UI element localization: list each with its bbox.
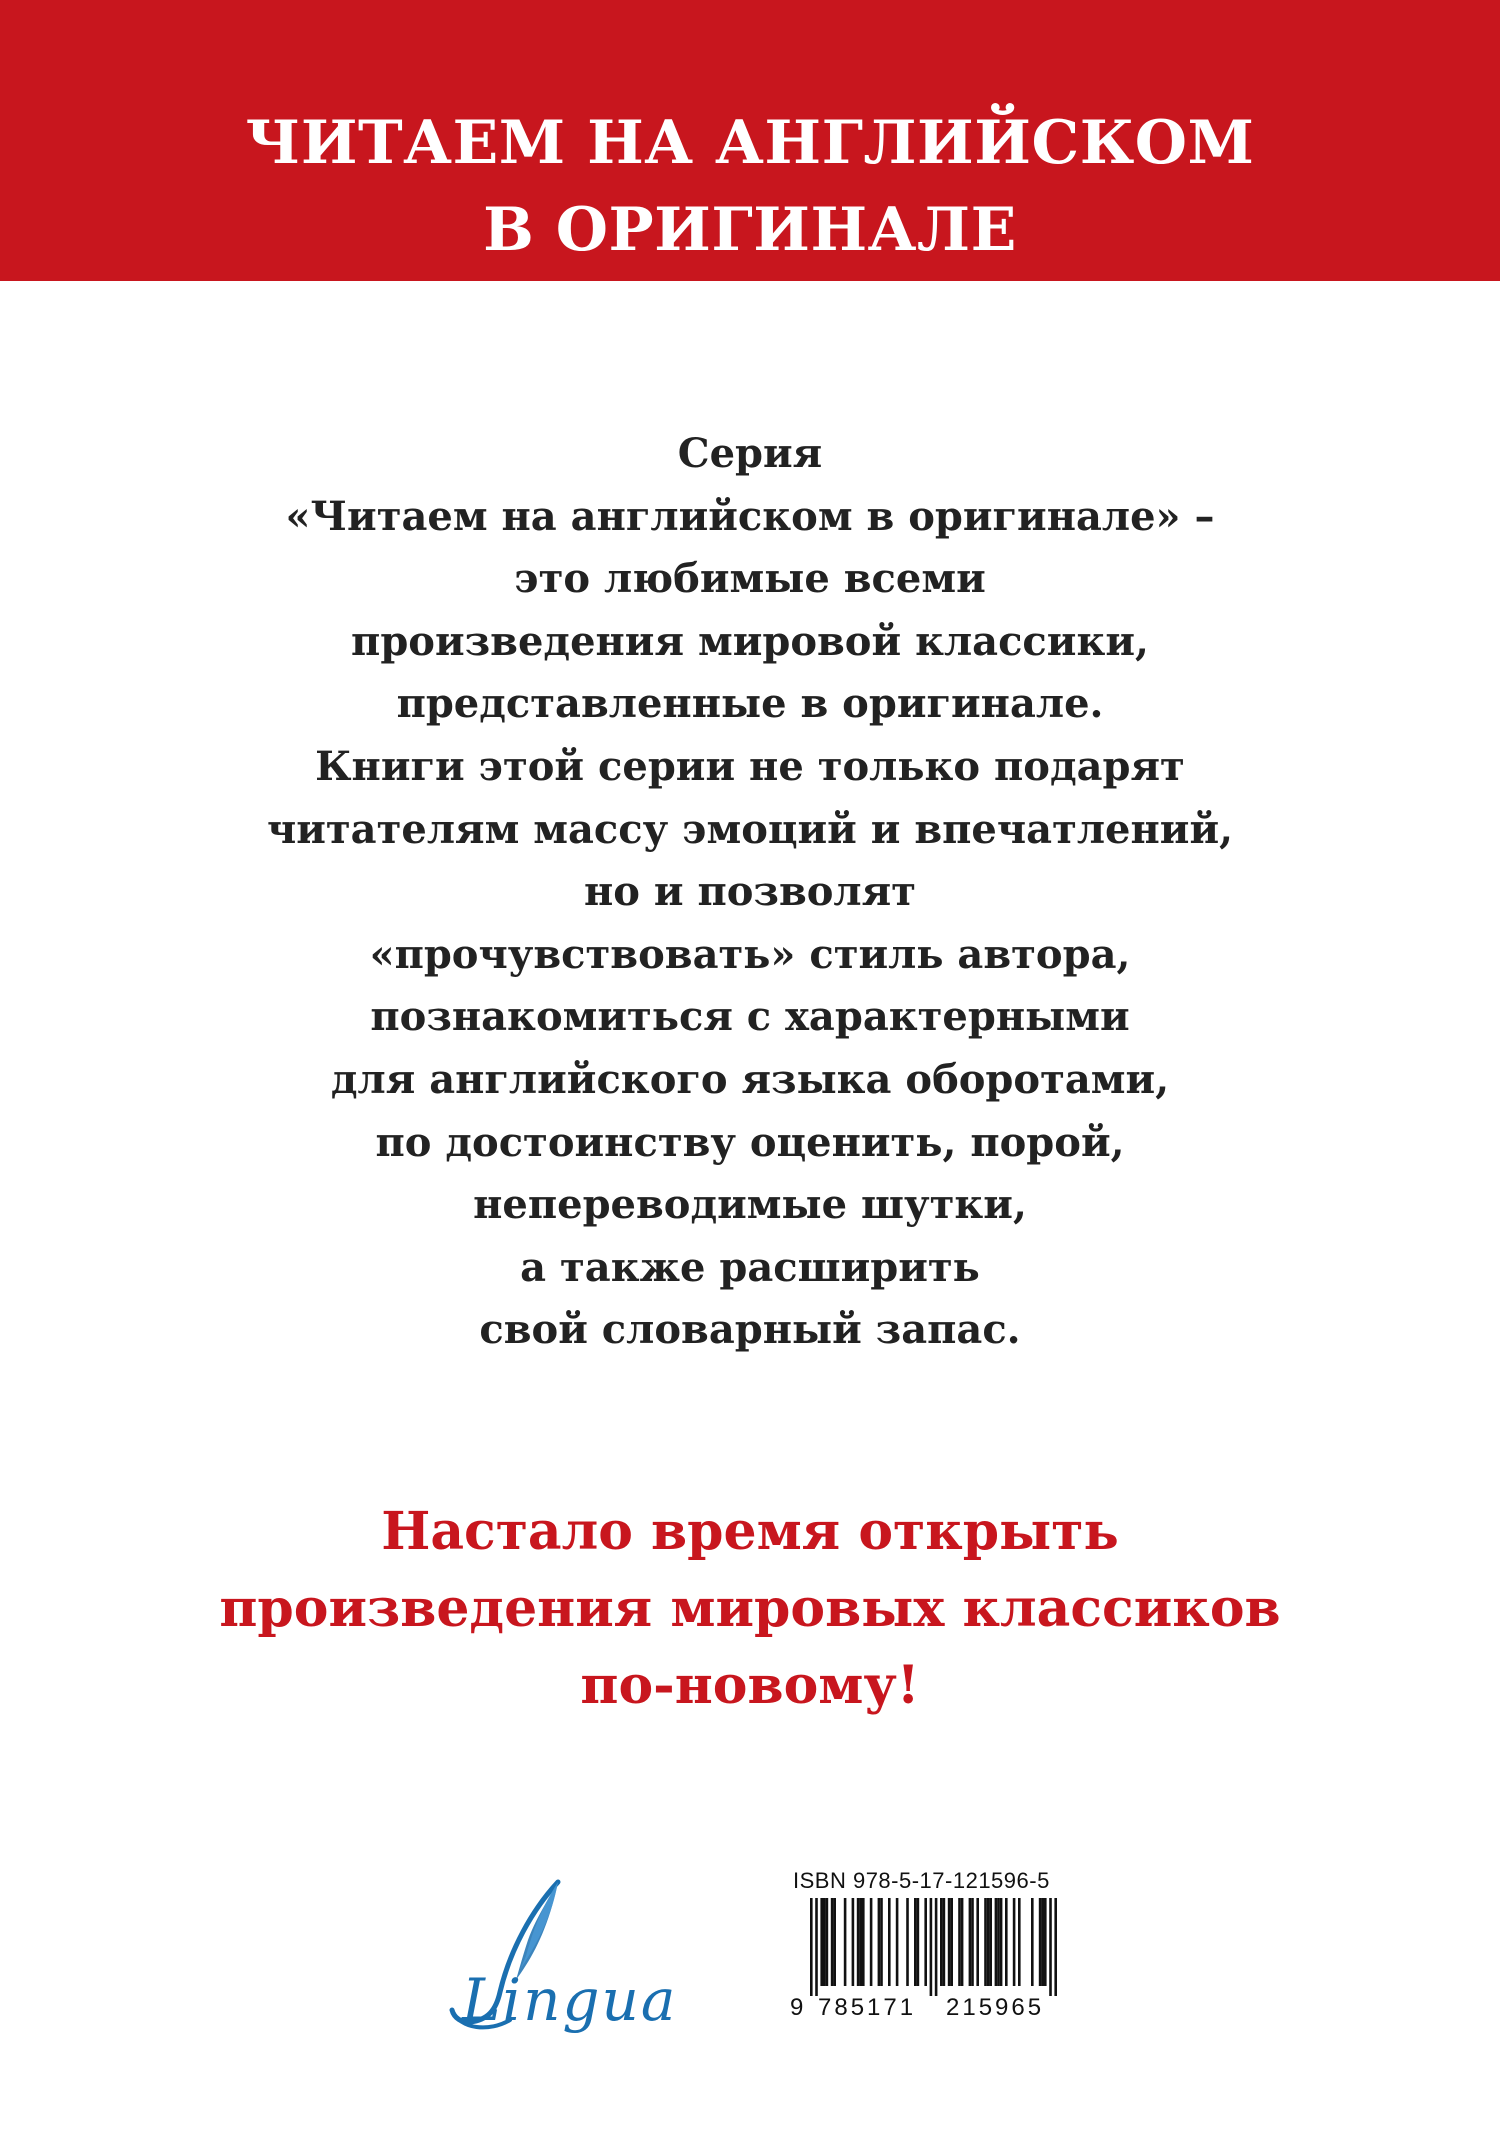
barcode-bar — [950, 1898, 953, 1986]
barcode-bar — [831, 1898, 834, 1986]
barcode-bar — [1018, 1898, 1021, 1986]
barcode-bar — [820, 1898, 823, 1986]
barcode-digits-left: 785171 — [818, 1994, 917, 2021]
slogan — [0, 1493, 1500, 1724]
barcode-bar — [971, 1898, 974, 1986]
barcode-bar — [1031, 1898, 1034, 1986]
barcode-bar — [948, 1898, 951, 1986]
barcode-bar — [940, 1898, 943, 1986]
barcode-bar — [906, 1898, 909, 1986]
isbn-label: ISBN 978-5-17-121596-5 — [793, 1868, 1050, 1893]
description-line: «Читаем на английском в оригинале» – — [285, 492, 1215, 540]
series-title — [0, 100, 1500, 274]
barcode-bar — [859, 1898, 862, 1986]
barcode-digit-first: 9 — [790, 1994, 804, 2021]
barcode-bar — [857, 1898, 860, 1986]
barcode-bar — [961, 1898, 964, 1986]
barcode-bar — [1000, 1898, 1003, 1986]
barcode-bar — [880, 1898, 883, 1986]
description-line: читателям массу эмоций и впечатлений, — [266, 805, 1234, 853]
barcode-bar — [976, 1898, 979, 1986]
barcode-guard-bar — [810, 1898, 813, 1996]
barcode-bar — [1039, 1898, 1042, 1986]
barcode-bar — [917, 1898, 920, 1986]
lingua-logo — [440, 1870, 720, 2050]
logo-wordmark: Lingua — [462, 1966, 678, 2034]
barcode-bar — [1044, 1898, 1047, 1986]
description-line: произведения мировой классики, — [351, 617, 1149, 665]
barcode-bar — [833, 1898, 836, 1986]
barcode-bar — [924, 1898, 927, 1986]
description-line: но и позволят — [584, 868, 916, 916]
barcode-guard-bar — [1049, 1898, 1052, 1996]
barcode-bar — [1041, 1898, 1044, 1986]
barcode-guard-bar — [1054, 1898, 1057, 1996]
description-line: Книги этой серии не только подарят — [315, 742, 1185, 790]
slogan-line: по-новому! — [580, 1655, 920, 1716]
barcode-digits-right: 215965 — [946, 1994, 1045, 2021]
barcode-guard-bar — [930, 1898, 933, 1996]
barcode-bar — [984, 1898, 987, 1986]
barcode-bar — [1013, 1898, 1016, 1986]
description-line: непереводимые шутки, — [473, 1181, 1027, 1229]
isbn-barcode — [788, 1868, 1078, 2028]
barcode-bar — [844, 1898, 847, 1986]
slogan-line: произведения мировых классиков — [219, 1578, 1281, 1639]
series-title-line-2: В ОРИГИНАЛЕ — [483, 195, 1017, 265]
barcode-bar — [914, 1898, 917, 1986]
series-title-line-1: ЧИТАЕМ НА АНГЛИЙСКОМ — [245, 108, 1255, 178]
description-line: Серия — [677, 430, 823, 477]
header-banner — [0, 0, 1500, 281]
slogan-line: Настало время открыть — [381, 1501, 1119, 1562]
barcode-bar — [896, 1898, 899, 1986]
description-line: познакомиться с характерными — [370, 993, 1130, 1041]
barcode-bar — [958, 1898, 961, 1986]
description-line: свой словарный запас. — [479, 1306, 1021, 1354]
barcode-bar — [888, 1898, 891, 1986]
barcode-bar — [987, 1898, 990, 1986]
description-line: для английского языка оборотами, — [330, 1055, 1170, 1103]
description-line: «прочувствовать» стиль автора, — [369, 930, 1131, 978]
barcode-guard-bar — [935, 1898, 938, 1996]
description-line: представленные в оригинале. — [396, 680, 1104, 728]
series-description — [0, 423, 1500, 1362]
barcode-bar — [852, 1898, 855, 1986]
barcode-bar — [943, 1898, 946, 1986]
description-line: по достоинству оценить, порой, — [375, 1118, 1125, 1166]
barcode-bar — [862, 1898, 865, 1986]
description-line: а также расширить — [520, 1243, 980, 1291]
description-line: это любимые всеми — [514, 555, 986, 603]
barcode-bar — [823, 1898, 826, 1986]
barcode-bar — [969, 1898, 972, 1986]
barcode-bar — [995, 1898, 998, 1986]
barcode-bar — [989, 1898, 992, 1986]
barcode-bar — [878, 1898, 881, 1986]
barcode-bars — [788, 1898, 1078, 1996]
barcode-bar — [826, 1898, 829, 1986]
barcode-bar — [1005, 1898, 1008, 1986]
barcode-guard-bar — [815, 1898, 818, 1996]
barcode-bar — [997, 1898, 1000, 1986]
barcode-bar — [870, 1898, 873, 1986]
